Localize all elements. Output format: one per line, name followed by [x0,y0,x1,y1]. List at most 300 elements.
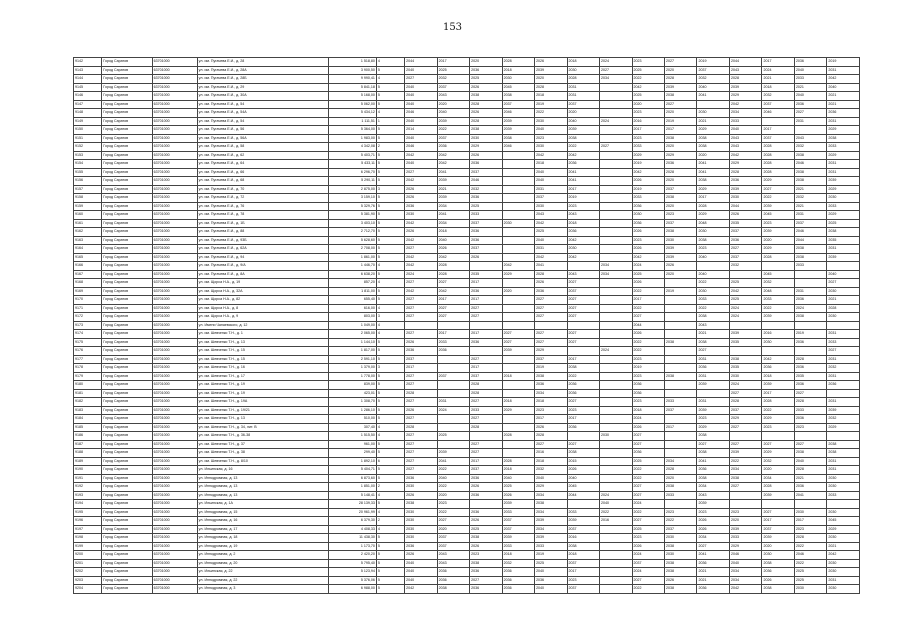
cell-year-11: 2025 [729,296,761,305]
cell-year-10: 2038 [697,432,729,441]
cell-year-11: 2039 [729,185,761,194]
cell-oktmo-code: 63701000 [152,304,197,313]
cell-year-7 [600,92,632,101]
cell-area: 1 518,80 [328,58,376,67]
cell-year-2: 2041 [437,168,469,177]
cell-year-14: 2042 [827,551,860,560]
page-number: 153 [442,22,463,33]
cell-year-13: 2028 [794,466,826,475]
cell-oktmo-code: 63701000 [152,517,197,526]
cell-year-11: 2039 [729,330,761,339]
cell-year-7: 2024 [600,347,632,356]
cell-oktmo-code: 63701000 [152,228,197,237]
cell-year-10: 2021 [697,576,729,585]
cell-area: 5 148,41 [328,491,376,500]
cell-year-9: 2028 [665,466,697,475]
cell-year-12: 2017 [762,389,794,398]
cell-year-13: 2036 [794,483,826,492]
cell-address: ул. им. Шевченко Т.Н., д. 19 [197,389,328,398]
cell-year-12: 2028 [762,253,794,262]
cell-year-7 [600,151,632,160]
cell-oktmo-code: 63701000 [152,194,197,203]
cell-year-12: 2024 [762,66,794,75]
cell-year-4: 2026 [502,491,534,500]
cell-year-3: 2017 [470,296,502,305]
cell-floors: 6 [376,457,404,466]
cell-row-number: 9192 [74,483,102,492]
cell-year-10 [697,100,729,109]
cell-year-12: 2045 [762,270,794,279]
cell-floors: 5 [376,559,404,568]
cell-area: 857,20 [328,279,376,288]
cell-oktmo-code: 63701000 [152,143,197,152]
cell-year-7 [600,372,632,381]
cell-year-9 [665,449,697,458]
cell-year-13: 2036 [794,58,826,67]
cell-year-1: 2040 [405,83,437,92]
cell-year-10: 2027 [697,542,729,551]
cell-year-3: 2036 [470,508,502,517]
cell-area: 1 379,00 [328,364,376,373]
cell-year-14: 2031 [827,168,860,177]
cell-city: Город Саратов [102,177,152,186]
cell-year-4 [502,364,534,373]
cell-year-6: 2027 [567,296,599,305]
cell-year-6: 2036 [567,389,599,398]
cell-year-3: 2026 [470,151,502,160]
cell-year-2: 2027 [437,279,469,288]
cell-year-3: 2036 [470,491,502,500]
cell-year-5: 2043 [535,211,567,220]
cell-year-13: 2030 [794,585,826,594]
cell-year-8: 2033 [632,194,664,203]
cell-year-11 [729,270,761,279]
cell-year-2: 2032 [437,75,469,84]
cell-city: Город Саратов [102,559,152,568]
table-row [74,262,860,271]
cell-year-4: 2036 [502,585,534,594]
cell-year-4 [502,228,534,237]
cell-year-14: 2042 [827,75,860,84]
cell-year-4: 2018 [502,372,534,381]
cell-oktmo-code: 63701000 [152,398,197,407]
cell-address: ул. им. Пугачева Е.И., д. 64 [197,160,328,169]
cell-year-13: 2038 [794,449,826,458]
cell-year-7 [600,542,632,551]
cell-city: Город Саратов [102,466,152,475]
cell-row-number: 9184 [74,415,102,424]
cell-year-2 [437,321,469,330]
cell-area: 4 408,33 [328,525,376,534]
cell-year-8: 2023 [632,236,664,245]
cell-year-7 [600,449,632,458]
cell-city: Город Саратов [102,219,152,228]
cell-year-2: 2039 [437,449,469,458]
cell-area: 6 988,00 [328,585,376,594]
cell-year-8: 2024 [632,262,664,271]
table-row [74,483,860,492]
cell-year-2: 2036 [437,568,469,577]
table-row [74,406,860,415]
cell-year-14: 2033 [827,338,860,347]
table-row [74,143,860,152]
cell-year-10: 2043 [697,321,729,330]
cell-row-number: 9182 [74,398,102,407]
cell-year-9 [665,389,697,398]
cell-row-number: 9152 [74,143,102,152]
table-row [74,551,860,560]
cell-year-3: 2036 [470,228,502,237]
cell-floors: 4 [376,321,404,330]
cell-year-12: 2023 [762,423,794,432]
cell-area: 1 111,51 [328,117,376,126]
cell-year-11: 2034 [729,466,761,475]
cell-year-3: 2033 [470,406,502,415]
cell-city: Город Саратов [102,228,152,237]
cell-year-8: 2036 [632,389,664,398]
cell-year-11: 2029 [729,160,761,169]
cell-floors: 5 [376,398,404,407]
cell-year-2: 2025 [437,432,469,441]
cell-row-number: 9202 [74,568,102,577]
cell-year-3: 2028 [470,423,502,432]
cell-year-12: 2028 [762,483,794,492]
cell-year-14: 2031 [827,330,860,339]
cell-year-3 [470,347,502,356]
table-row [74,534,860,543]
cell-year-12: 2036 [762,364,794,373]
cell-floors: 5 [376,381,404,390]
cell-year-4 [502,211,534,220]
cell-year-14: 2021 [827,542,860,551]
cell-year-5: 2042 [535,151,567,160]
cell-year-14: 2029 [827,185,860,194]
cell-year-6: 2037 [567,585,599,594]
cell-year-3: 2017 [470,364,502,373]
cell-city: Город Саратов [102,525,152,534]
cell-year-5: 2031 [535,245,567,254]
cell-row-number: 9188 [74,449,102,458]
cell-year-14: 2038 [827,449,860,458]
cell-year-13 [794,270,826,279]
cell-year-5: 2037 [535,355,567,364]
cell-year-10: 2036 [697,364,729,373]
cell-row-number: 9144 [74,75,102,84]
cell-year-14: 2027 [827,279,860,288]
cell-year-8: 2017 [632,126,664,135]
cell-year-8: 2024 [632,415,664,424]
cell-year-5: 2039 [535,517,567,526]
cell-year-13: 2040 [794,457,826,466]
cell-city: Город Саратов [102,406,152,415]
cell-year-10: 2023 [697,415,729,424]
cell-year-6: 2038 [567,134,599,143]
cell-year-10: 2034 [697,534,729,543]
cell-year-4 [502,313,534,322]
cell-floors: 5 [376,270,404,279]
cell-year-4 [502,415,534,424]
cell-row-number: 9172 [74,313,102,322]
cell-year-2: 2017 [437,58,469,67]
cell-row-number: 9183 [74,406,102,415]
cell-floors: 2 [376,517,404,526]
cell-oktmo-code: 63701000 [152,211,197,220]
cell-address: ул. им. Щорса Н.А., д. 82 [197,296,328,305]
cell-year-5: 2027 [535,338,567,347]
cell-year-4: 2033 [502,508,534,517]
cell-year-2: 2041 [437,457,469,466]
cell-year-10: 2038 [697,474,729,483]
cell-city: Город Саратов [102,474,152,483]
cell-year-11: 2034 [729,576,761,585]
cell-year-7 [600,245,632,254]
cell-year-4 [502,160,534,169]
cell-year-9: 2038 [665,194,697,203]
cell-year-9: 2017 [665,126,697,135]
cell-year-10: 2030 [697,228,729,237]
cell-city: Город Саратов [102,236,152,245]
cell-floors: 5 [376,585,404,594]
cell-year-7 [600,559,632,568]
cell-year-14: 2040 [827,270,860,279]
cell-year-9 [665,415,697,424]
cell-oktmo-code: 63701000 [152,559,197,568]
cell-row-number: 9161 [74,219,102,228]
cell-year-12: 2039 [762,491,794,500]
cell-year-7 [600,126,632,135]
cell-floors: 5 [376,194,404,203]
cell-year-9: 2020 [665,177,697,186]
cell-floors: 5 [376,236,404,245]
cell-row-number: 9154 [74,160,102,169]
cell-year-10: 2036 [697,559,729,568]
cell-year-8: 2022 [632,474,664,483]
cell-row-number: 9174 [74,330,102,339]
cell-year-7 [600,440,632,449]
cell-oktmo-code: 63701000 [152,534,197,543]
cell-year-2: 2043 [437,551,469,560]
cell-year-5: 2040 [535,474,567,483]
cell-year-4: 2037 [502,100,534,109]
cell-year-13: 2046 [794,551,826,560]
cell-year-10: 2038 [697,236,729,245]
cell-year-14 [827,432,860,441]
cell-year-14: 2021 [827,100,860,109]
cell-year-12: 2029 [762,245,794,254]
cell-year-5: 2028 [535,432,567,441]
cell-oktmo-code: 63701000 [152,245,197,254]
cell-year-8: 2026 [632,423,664,432]
cell-year-6: 2041 [567,177,599,186]
cell-year-13: 2017 [794,517,826,526]
cell-year-10: 2038 [697,449,729,458]
cell-year-14: 2031 [827,160,860,169]
cell-floors: 5 [376,534,404,543]
cell-year-4 [502,423,534,432]
cell-year-6: 2026 [567,466,599,475]
cell-area: 2 712,70 [328,228,376,237]
cell-oktmo-code: 63701000 [152,219,197,228]
cell-year-8: 2026 [632,245,664,254]
cell-year-10: 2023 [697,508,729,517]
cell-floors: 4 [376,58,404,67]
cell-year-4: 2027 [502,330,534,339]
cell-year-3: 2028 [470,389,502,398]
cell-year-7 [600,83,632,92]
cell-year-11: 2040 [729,126,761,135]
cell-area: 5 404,71 [328,466,376,475]
cell-year-1: 2040 [405,100,437,109]
cell-year-5: 2036 [535,381,567,390]
cell-area: 1 173,70 [328,542,376,551]
cell-city: Город Саратов [102,117,152,126]
cell-year-11: 2046 [729,551,761,560]
cell-year-1: 2026 [405,228,437,237]
cell-year-2: 2037 [437,542,469,551]
cell-year-11: 2036 [729,236,761,245]
cell-year-6: 2043 [567,270,599,279]
cell-year-4: 2039 [502,534,534,543]
cell-year-2 [437,389,469,398]
table-row [74,228,860,237]
cell-year-14: 2030 [827,483,860,492]
cell-year-10: 2043 [697,491,729,500]
cell-year-6: 2027 [567,304,599,313]
cell-year-4: 2038 [502,92,534,101]
cell-row-number: 9197 [74,525,102,534]
cell-city: Город Саратов [102,134,152,143]
cell-city: Город Саратов [102,534,152,543]
cell-year-12: 2037 [762,525,794,534]
cell-year-2: 2022 [437,126,469,135]
cell-year-2: 2027 [437,304,469,313]
cell-year-5: 2030 [535,117,567,126]
cell-year-13: 2044 [794,236,826,245]
cell-year-1: 2027 [405,245,437,254]
cell-year-2: 2038 [437,585,469,594]
cell-year-2: 2020 [437,525,469,534]
cell-address: ул. им. Шевченко Т.Н., д. 19 [197,381,328,390]
table-row [74,151,860,160]
cell-year-5: 2042 [535,253,567,262]
cell-area: 961,00 [328,440,376,449]
cell-floors: 5 [376,177,404,186]
cell-year-3: 2020 [470,58,502,67]
cell-year-7: 2027 [600,66,632,75]
cell-year-4 [502,355,534,364]
cell-year-9 [665,321,697,330]
cell-row-number: 9171 [74,304,102,313]
cell-year-9 [665,500,697,509]
cell-year-9: 2027 [665,100,697,109]
cell-year-7 [600,474,632,483]
cell-year-9: 2038 [665,372,697,381]
cell-year-8: 2022 [632,347,664,356]
cell-year-3: 2032 [470,185,502,194]
cell-oktmo-code: 63701000 [152,474,197,483]
cell-year-10: 2036 [697,585,729,594]
cell-year-3: 2036 [470,338,502,347]
cell-floors: 4 [376,525,404,534]
cell-address: ул. им. Щорса Н.А., д. 8 [197,304,328,313]
cell-year-11: 2044 [729,202,761,211]
cell-city: Город Саратов [102,100,152,109]
cell-year-7 [600,423,632,432]
cell-year-3: 2017 [470,457,502,466]
cell-area: 2 065,00 [328,330,376,339]
cell-year-14: 2021 [827,296,860,305]
cell-year-1: 2027 [405,440,437,449]
cell-year-8: 2023 [632,372,664,381]
cell-year-9 [665,364,697,373]
table-row [74,508,860,517]
cell-year-3: 2027 [470,355,502,364]
cell-year-14: 2025 [827,219,860,228]
cell-year-1: 2030 [405,483,437,492]
cell-year-11: 2039 [729,83,761,92]
cell-floors: 5 [376,92,404,101]
cell-row-number: 9196 [74,517,102,526]
cell-year-14: 2029 [827,211,860,220]
cell-year-9: 2038 [665,585,697,594]
cell-address: ул. Ипподромная, д. 17 [197,525,328,534]
cell-year-2: 2034 [437,219,469,228]
cell-year-11: 2027 [729,440,761,449]
cell-year-12: 2030 [762,551,794,560]
cell-year-8: 2036 [632,219,664,228]
cell-year-10: 2022 [697,304,729,313]
cell-year-6: 2036 [567,160,599,169]
cell-year-3: 2027 [470,576,502,585]
cell-year-11: 2027 [729,389,761,398]
cell-year-4: 2045 [502,83,534,92]
cell-year-4: 2027 [502,338,534,347]
cell-year-6 [567,262,599,271]
cell-year-13: 2041 [794,491,826,500]
cell-year-2: 2043 [437,559,469,568]
cell-year-1: 2024 [405,270,437,279]
cell-year-13: 2038 [794,253,826,262]
cell-year-9: 2020 [665,202,697,211]
cell-row-number: 9148 [74,109,102,118]
cell-year-14: 2030 [827,313,860,322]
cell-year-1: 2017 [405,364,437,373]
cell-year-6: 2028 [567,75,599,84]
cell-city: Город Саратов [102,211,152,220]
cell-floors: 4 [376,508,404,517]
cell-address: ул. им. Пугачева Е.И., д. 78 [197,211,328,220]
cell-year-11: 2028 [729,168,761,177]
cell-address: ул. Ипподромная, д. 19 [197,542,328,551]
cell-row-number: 9169 [74,287,102,296]
cell-year-8: 2027 [632,576,664,585]
cell-year-4: 2042 [502,262,534,271]
cell-year-9: 2033 [665,491,697,500]
cell-year-6: 2023 [567,576,599,585]
cell-city: Город Саратов [102,58,152,67]
cell-year-1: 2027 [405,75,437,84]
cell-year-2: 2042 [437,160,469,169]
cell-oktmo-code: 63701000 [152,551,197,560]
cell-year-4: 2037 [502,525,534,534]
cell-oktmo-code: 63701000 [152,432,197,441]
table-row [74,253,860,262]
table-row [74,576,860,585]
cell-year-3: 2030 [470,134,502,143]
cell-year-1: 2040 [405,568,437,577]
cell-year-13: 2038 [794,313,826,322]
cell-year-3: 2027 [470,415,502,424]
